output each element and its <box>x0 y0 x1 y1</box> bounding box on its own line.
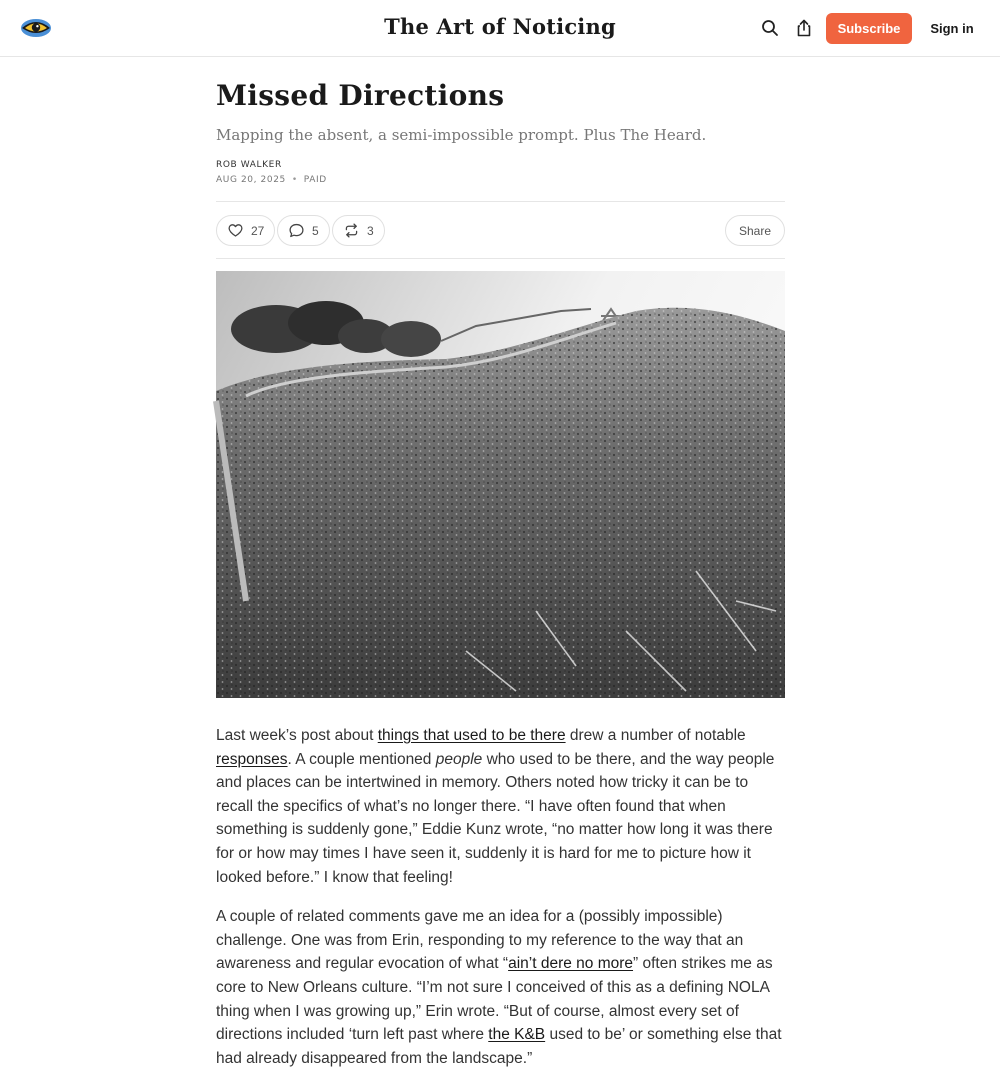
paragraph <box>216 724 785 889</box>
restack-count: 3 <box>367 223 374 238</box>
access-badge: PAID <box>303 175 327 185</box>
author-name[interactable]: ROB WALKER <box>216 160 282 170</box>
responses-link[interactable]: responses <box>216 750 288 768</box>
text-span: A couple of related comments gave me an idea for a (possibly impossible) challenge. One was from Erin, responding to my reference to the way that an awareness and regular evocation of what “ <box>216 908 744 973</box>
share-icon[interactable] <box>794 18 814 38</box>
comment-button[interactable] <box>277 215 330 246</box>
article <box>216 57 785 1086</box>
restack-button[interactable] <box>332 215 385 246</box>
post-title: Missed Directions <box>216 79 505 112</box>
text-span: ” often strikes me as core to New Orleans culture. “I’m not sure I conceived of this as a defining NOLA thing when I was growing up,” Erin wrote. “But of course, almost every set of directions included ‘turn left past where <box>216 955 773 1044</box>
like-button[interactable] <box>216 215 275 246</box>
hero-image[interactable] <box>216 271 785 698</box>
search-icon[interactable] <box>760 18 780 38</box>
post-actions-bar <box>216 201 785 259</box>
text-span: who used to be there, and the way people and places can be intertwined in memory. Others noted how tricky it can be to recall the specifics of what’s no longer there. “I have often found that when something is suddenly gone,” Eddie Kunz wrote, “no matter how long it was there for or how may times I have seen it, suddenly it is hard for me to picture how it looked before.” I know that feeling! <box>216 750 775 886</box>
share-button[interactable] <box>725 215 785 246</box>
top-navigation-bar <box>0 0 1000 57</box>
like-count: 27 <box>251 223 265 238</box>
comment-count: 5 <box>312 223 319 238</box>
publication-title[interactable]: The Art of Noticing <box>384 14 616 39</box>
text-span: . A couple mentioned <box>287 750 436 768</box>
comment-bubble-icon <box>288 222 305 239</box>
article-body <box>216 724 785 1070</box>
meta-separator: • <box>291 175 298 185</box>
heart-icon <box>227 222 244 239</box>
text-span: used to be’ or something else that had already disappeared from the landscape.” <box>216 1026 782 1067</box>
k-and-b-link[interactable]: the K&B <box>488 1026 546 1044</box>
post-date: AUG 20, 2025 <box>216 175 286 185</box>
paragraph <box>216 905 785 1070</box>
subscribe-button[interactable]: Subscribe <box>826 13 912 44</box>
things-that-used-to-be-there-link[interactable]: things that used to be there <box>377 727 566 744</box>
post-subtitle: Mapping the absent, a semi-impossible prompt. Plus The Heard. <box>216 126 707 144</box>
share-label: Share <box>738 223 771 238</box>
sign-in-button[interactable]: Sign in <box>924 13 980 44</box>
emphasis-text: people <box>435 750 483 768</box>
text-span: Last week’s post about <box>216 727 378 744</box>
post-meta <box>216 174 785 186</box>
restack-icon <box>343 222 360 239</box>
aint-dere-no-more-link[interactable]: ain’t dere no more <box>508 955 634 973</box>
text-span: drew a number of notable <box>565 727 746 744</box>
